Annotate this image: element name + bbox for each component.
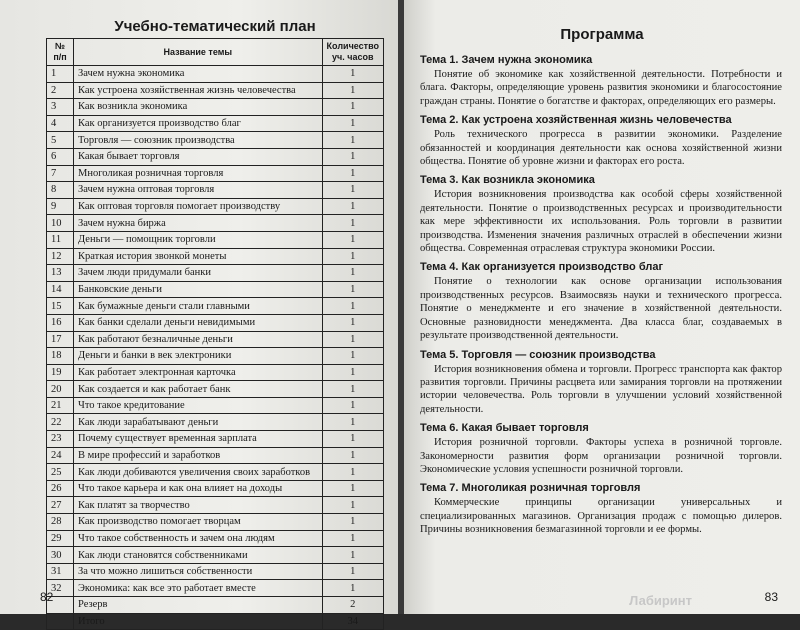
row-topic: Как организуется производство благ [74, 115, 323, 132]
row-hours: 1 [322, 82, 383, 99]
row-topic: Как работают безналичные деньги [74, 331, 323, 348]
row-topic: Как платят за творчество [74, 497, 323, 514]
table-row [47, 314, 384, 331]
row-topic: Резерв [74, 597, 323, 614]
row-topic: Зачем нужна биржа [74, 215, 323, 232]
row-number: 26 [47, 480, 74, 497]
row-topic: Деньги и банки в век электроники [74, 348, 323, 365]
table-row [47, 613, 384, 630]
row-number: 4 [47, 115, 74, 132]
row-hours: 1 [322, 248, 383, 265]
program-topic [420, 261, 782, 342]
row-number: 21 [47, 397, 74, 414]
topic-text: История возникновения обмена и торговли. Прогресс транспорта как фактор развития торговли. Причины расцвета или замирания торговли на протяжении истории человечества. Роль торговли в улучшении условий хозяйственной деятельности. [420, 363, 782, 415]
row-hours: 1 [322, 148, 383, 165]
row-hours: 1 [322, 348, 383, 365]
table-row [47, 265, 384, 282]
topic-heading: Тема 4. Как организуется производство благ [420, 261, 664, 274]
table-row [47, 447, 384, 464]
table-row [47, 381, 384, 398]
table-row [47, 397, 384, 414]
table-row [47, 66, 384, 83]
row-topic: Что такое собственность и зачем она людям [74, 530, 323, 547]
row-hours: 1 [322, 480, 383, 497]
table-row [47, 597, 384, 614]
row-number: 15 [47, 298, 74, 315]
row-topic: Зачем нужна экономика [74, 66, 323, 83]
row-hours: 1 [322, 182, 383, 199]
table-row [47, 298, 384, 315]
table-row [47, 132, 384, 149]
topic-heading: Тема 3. Как возникла экономика [420, 174, 595, 187]
left-page [0, 0, 400, 627]
row-hours: 1 [322, 397, 383, 414]
row-hours: 1 [322, 547, 383, 564]
row-number: 25 [47, 464, 74, 481]
row-topic: За что можно лишиться собственности [74, 563, 323, 580]
table-row [47, 547, 384, 564]
row-number: 16 [47, 314, 74, 331]
topic-text: Понятие о технологии как основе организации использования производственных ресурсов. Взаимосвязь науки и технического прогресса. Понятие о менеджменте и его значение в хозяйственной деятельности. Основные разновидности менеджмента. Два класса благ, создаваемых в результате производственной деятельности. [420, 276, 782, 342]
topic-heading: Тема 7. Многоликая розничная торговля [420, 482, 641, 495]
row-number: 6 [47, 148, 74, 165]
topic-heading: Тема 2. Как устроена хозяйственная жизнь человечества [420, 114, 732, 127]
row-topic: В мире профессий и заработков [74, 447, 323, 464]
program-topic [420, 482, 782, 536]
row-topic: Торговля — союзник производства [74, 132, 323, 149]
row-topic: Как работает электронная карточка [74, 364, 323, 381]
row-number: 17 [47, 331, 74, 348]
row-hours: 1 [322, 298, 383, 315]
row-number: 10 [47, 215, 74, 232]
row-hours: 1 [322, 331, 383, 348]
row-hours: 1 [322, 66, 383, 83]
row-number: 22 [47, 414, 74, 431]
row-number: 13 [47, 265, 74, 282]
table-header-row [47, 39, 384, 66]
row-hours: 1 [322, 281, 383, 298]
program-topics [420, 48, 782, 537]
row-number: 32 [47, 580, 74, 597]
row-number: 5 [47, 132, 74, 149]
row-number: 1 [47, 66, 74, 83]
table-row [47, 248, 384, 265]
col-hours-header: Количество уч. часов [322, 39, 383, 66]
row-hours: 1 [322, 132, 383, 149]
table-row [47, 497, 384, 514]
row-hours: 1 [322, 231, 383, 248]
plan-table [46, 38, 384, 630]
topic-heading: Тема 6. Какая бывает торговля [420, 422, 589, 435]
row-number: 9 [47, 198, 74, 215]
row-topic: Зачем люди придумали банки [74, 265, 323, 282]
row-number: 3 [47, 99, 74, 116]
row-number: 14 [47, 281, 74, 298]
row-hours: 1 [322, 431, 383, 448]
row-number: 19 [47, 364, 74, 381]
table-row [47, 464, 384, 481]
row-number: 27 [47, 497, 74, 514]
page-number-right: 83 [764, 590, 778, 604]
program-topic [420, 174, 782, 255]
row-number: 28 [47, 514, 74, 531]
table-row [47, 331, 384, 348]
row-topic: Как люди добиваются увеличения своих заработков [74, 464, 323, 481]
table-row [47, 480, 384, 497]
row-topic: Как бумажные деньги стали главными [74, 298, 323, 315]
program-topic [420, 114, 782, 168]
program-title: Программа [560, 26, 644, 43]
row-number: 20 [47, 381, 74, 398]
row-hours: 1 [322, 115, 383, 132]
row-number [47, 613, 74, 630]
table-row [47, 514, 384, 531]
table-row [47, 182, 384, 199]
plan-title: Учебно-тематический план [114, 18, 316, 35]
row-hours: 1 [322, 99, 383, 116]
row-hours: 1 [322, 165, 383, 182]
program-topic [420, 349, 782, 417]
table-row [47, 563, 384, 580]
table-row [47, 165, 384, 182]
col-topic-header: Название темы [74, 39, 323, 66]
table-row [47, 281, 384, 298]
row-topic: Деньги — помощник торговли [74, 231, 323, 248]
row-number: 7 [47, 165, 74, 182]
row-topic: Многоликая розничная торговля [74, 165, 323, 182]
plan-table-body [47, 66, 384, 630]
table-row [47, 431, 384, 448]
row-topic: Краткая история звонкой монеты [74, 248, 323, 265]
row-topic: Как производство помогает творцам [74, 514, 323, 531]
topic-text: Понятие об экономике как хозяйственной деятельности. Потребности и блага. Факторы, определяющие уровень развития экономики и благосостояние граждан страны. Понятие о богатстве и факторах, определяющих его размеры. [420, 69, 782, 107]
row-topic: Что такое кредитование [74, 397, 323, 414]
row-hours: 1 [322, 514, 383, 531]
row-hours: 2 [322, 597, 383, 614]
row-topic: Какая бывает торговля [74, 148, 323, 165]
table-row [47, 414, 384, 431]
topic-text: История розничной торговли. Факторы успеха в розничной торговле. Закономерности развития форм организации розничной торговли. Экономические условия успешности розничной торговли. [420, 437, 782, 475]
table-row [47, 364, 384, 381]
row-hours: 1 [322, 414, 383, 431]
topic-heading: Тема 5. Торговля — союзник производства [420, 348, 656, 361]
row-topic: Экономика: как все это работает вместе [74, 580, 323, 597]
row-topic: Как люди зарабатывают деньги [74, 414, 323, 431]
col-number-header: № п/п [47, 39, 74, 66]
topic-heading: Тема 1. Зачем нужна экономика [420, 54, 593, 66]
row-hours: 1 [322, 265, 383, 282]
program-topic [420, 54, 782, 108]
row-topic: Итого [74, 613, 323, 630]
row-hours: 1 [322, 530, 383, 547]
row-topic: Как создается и как работает банк [74, 381, 323, 398]
row-topic: Зачем нужна оптовая торговля [74, 182, 323, 199]
row-topic: Банковские деньги [74, 281, 323, 298]
row-hours: 1 [322, 563, 383, 580]
row-hours: 1 [322, 580, 383, 597]
row-number: 18 [47, 348, 74, 365]
row-number: 29 [47, 530, 74, 547]
row-hours: 1 [322, 464, 383, 481]
row-number: 12 [47, 248, 74, 265]
table-row [47, 198, 384, 215]
table-row [47, 348, 384, 365]
table-row [47, 82, 384, 99]
topic-text: История возникновения производства как особой сферы хозяйственной деятельности. Понятие о производственных ресурсах и производительности как мере эффективности их использования. Роль торговли в развитии производства. Изменения значения различных отраслей в обеспечении жизни общества. Современная отраслевая структура экономики России. [420, 189, 782, 255]
topic-text: Коммерческие принципы организации универсальных и специализированных магазинов. Организация продаж с помощью дилеров. Причины возникновения безмагазинной торговли и ее формы. [420, 497, 782, 536]
row-number: 31 [47, 563, 74, 580]
row-topic: Что такое карьера и как она влияет на доходы [74, 480, 323, 497]
row-number: 24 [47, 447, 74, 464]
table-row [47, 148, 384, 165]
table-row [47, 99, 384, 116]
table-row [47, 231, 384, 248]
row-number: 23 [47, 431, 74, 448]
row-hours: 34 [322, 613, 383, 630]
row-number: 11 [47, 231, 74, 248]
page-number-left: 82 [40, 590, 54, 604]
row-hours: 1 [322, 447, 383, 464]
row-topic: Как возникла экономика [74, 99, 323, 116]
row-number: 2 [47, 82, 74, 99]
row-hours: 1 [322, 314, 383, 331]
watermark-logo: Лабиринт [629, 593, 692, 608]
row-hours: 1 [322, 381, 383, 398]
row-topic: Почему существует временная зарплата [74, 431, 323, 448]
row-topic: Как устроена хозяйственная жизнь человечества [74, 82, 323, 99]
table-row [47, 215, 384, 232]
row-topic: Как оптовая торговля помогает производству [74, 198, 323, 215]
table-row [47, 580, 384, 597]
row-number: 8 [47, 182, 74, 199]
row-hours: 1 [322, 198, 383, 215]
right-page [404, 0, 800, 614]
program-topic [420, 422, 782, 476]
row-number: 30 [47, 547, 74, 564]
row-topic: Как люди становятся собственниками [74, 547, 323, 564]
table-row [47, 530, 384, 547]
row-topic: Как банки сделали деньги невидимыми [74, 314, 323, 331]
row-hours: 1 [322, 215, 383, 232]
topic-text: Роль технического прогресса в развитии экономики. Разделение обязанностей и координация деятельности как основа хозяйственной жизни общества. Понятие об уровне жизни и факторах его роста. [420, 129, 782, 168]
row-hours: 1 [322, 364, 383, 381]
row-hours: 1 [322, 497, 383, 514]
table-row [47, 115, 384, 132]
